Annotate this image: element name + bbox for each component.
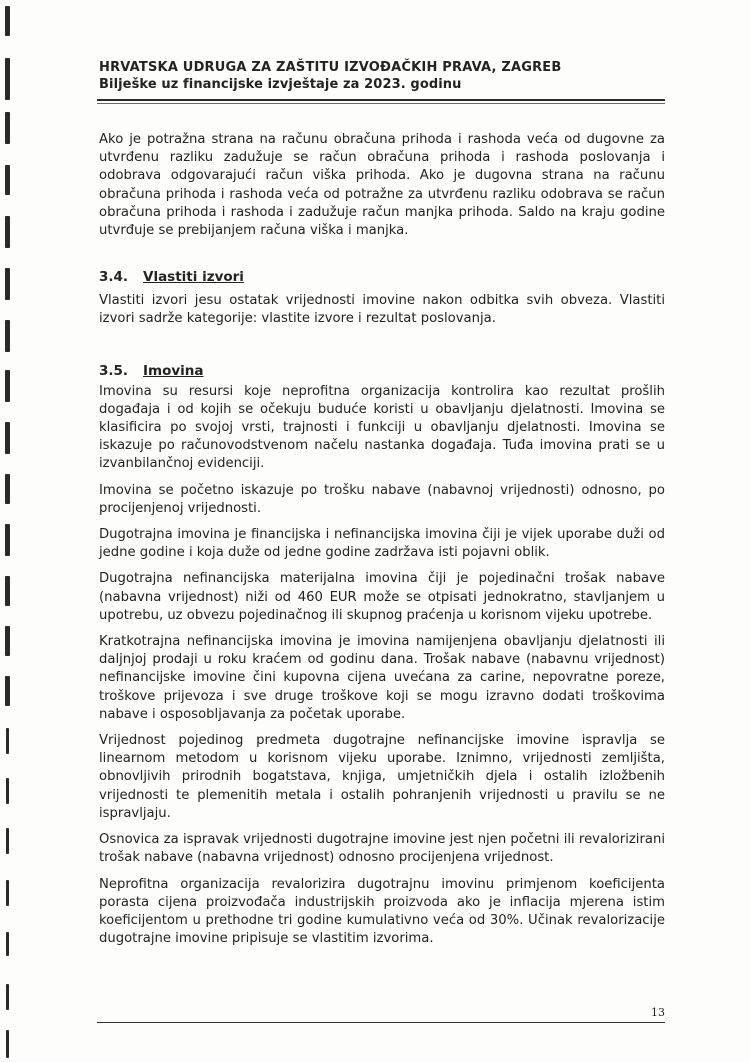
section-title: Vlastiti izvori: [143, 269, 244, 286]
section-3-5-paragraph: Dugotrajna nefinancijska materijalna imovina čiji je pojedinačni trošak nabave (nabavna vrijednost) niži od 460 EUR može se otpisati jednokratno, stavljanjem u upotrebu, uz obvezu pojedinačnog ili skupnog praćenja u korisnom vijeku upotrebe.: [99, 571, 665, 623]
section-3-5-paragraph: Osnovica za ispravak vrijednosti dugotrajne imovine jest njen početni ili revalorizirani trošak nabave (nabavna vrijednost) odnosno procijenjena vrijednost.: [99, 832, 665, 866]
section-3-5-paragraph: Dugotrajna imovina je financijska i nefinancijska imovina čiji je vijek uporabe duži od jedne godine i koja duže od jedne godine zadržava isti pojavni oblik.: [99, 527, 665, 561]
section-3-5-paragraph: Imovina su resursi koje neprofitna organizacija kontrolira kao rezultat prošlih događaja i od kojih se očekuju buduće koristi u obavljanju djelatnosti. Imovina se klasificira po svojoj vrsti, trajnosti i funkciji u obavljanju djelatnosti. Imovina se iskazuje po računovodstvenom načelu nastanka događaja. Tuđa imovina prati se u izvanbilančnoj evidenciji.: [99, 383, 665, 472]
binder-mark: [6, 880, 9, 906]
binder-mark: [6, 932, 9, 956]
binder-mark: [6, 728, 9, 754]
binder-mark: [6, 778, 9, 804]
binder-mark: [5, 268, 10, 300]
header-rule: [97, 99, 665, 101]
page-number: 13: [651, 1006, 665, 1019]
binder-mark: [5, 58, 10, 100]
section-3-4-paragraph: Vlastiti izvori jesu ostatak vrijednosti imovine nakon odbitka svih obveza. Vlastiti izvori sadrže kategorije: vlastite izvore i rezultat poslovanja.: [99, 293, 665, 327]
binder-mark: [5, 165, 10, 195]
binder-mark: [5, 626, 10, 656]
section-3-5-paragraph: Neprofitna organizacija revalorizira dugotrajnu imovinu primjenom koeficijenta porasta cijena proizvođača industrijskih proizvoda ako je inflacija mjerena istim koeficijentom u prethodne tri godine kumulativno veća od 30%. Učinak revalorizacije dugotrajne imovine pripisuje se vlastitim izvorima.: [99, 876, 665, 947]
binder-mark: [5, 216, 10, 248]
section-3-5-paragraph: Vrijednost pojedinog predmeta dugotrajne nefinancijske imovine ispravlja se linearnom metodom u korisnom vijeku uporabe. Iznimno, vrijednosti zemljišta, obnovljivih prirodnih bogatstava, knjiga, umjetničkih djela i ostalih izložbenih vrijednosti te plemenitih metala i ostalih pohranjenih vrijednosti u pravilu se ne ispravljaju.: [99, 733, 665, 821]
section-heading-3-5: [99, 362, 665, 380]
section-title: Imovina: [143, 362, 204, 379]
intro-paragraph: Ako je potražna strana na računu obračuna prihoda i rashoda veća od dugovne za utvrđenu razliku zadužuje se račun obračuna prihoda i rashoda poslovanja i odobrava odgovarajući račun viška prihoda. Ako je dugovna strana na računu obračuna prihoda i rashoda veća od potražne za utvrđenu razliku odobrava se račun obračuna prihoda i rashoda i zadužuje račun manjka prihoda. Saldo na kraju godine utvrđuje se prebijanjem računa viška i manjka.: [99, 132, 665, 239]
binder-mark: [5, 576, 10, 606]
binder-mark: [5, 676, 10, 706]
binder-mark: [5, 474, 10, 504]
binder-mark: [5, 422, 10, 454]
section-3-5-paragraph: Imovina se početno iskazuje po trošku nabave (nabavnoj vrijednosti) odnosno, po procijenjenoj vrijednosti.: [99, 482, 665, 516]
section-heading-3-4: [99, 268, 665, 286]
binder-edge-marks: [5, 0, 21, 1062]
binder-mark: [5, 112, 10, 144]
binder-mark: [5, 370, 10, 402]
binder-mark: [5, 524, 10, 556]
header-rule-thin: [97, 103, 665, 104]
binder-mark: [6, 828, 9, 854]
page-body: [99, 131, 665, 948]
organization-title: HRVATSKA UDRUGA ZA ZAŠTITU IZVOĐAČKIH PRAVA, ZAGREB: [99, 60, 562, 75]
binder-mark: [5, 6, 10, 36]
section-number: 3.4.: [99, 269, 129, 286]
section-number: 3.5.: [99, 362, 129, 379]
binder-mark: [6, 984, 9, 1010]
document-subtitle: Bilješke uz financijske izvještaje za 2023. godinu: [99, 77, 462, 92]
page-header: [99, 60, 665, 93]
binder-mark: [6, 1030, 9, 1058]
binder-mark: [5, 320, 10, 352]
footer-rule: [97, 1022, 665, 1023]
section-3-5-paragraph: Kratkotrajna nefinancijska imovina je imovina namijenjena obavljanju djelatnosti ili daljnjoj prodaji u roku kraćem od godinu dana. Trošak nabave (nabavnu vrijednost) nefinancijske imovine čini kupovna cijena uvećana za carine, nepovratne poreze, troškove prijevoza i sve druge troškove koji se mogu izravno dodati troškovima nabave i osposobljavanja za početak uporabe.: [99, 634, 665, 722]
